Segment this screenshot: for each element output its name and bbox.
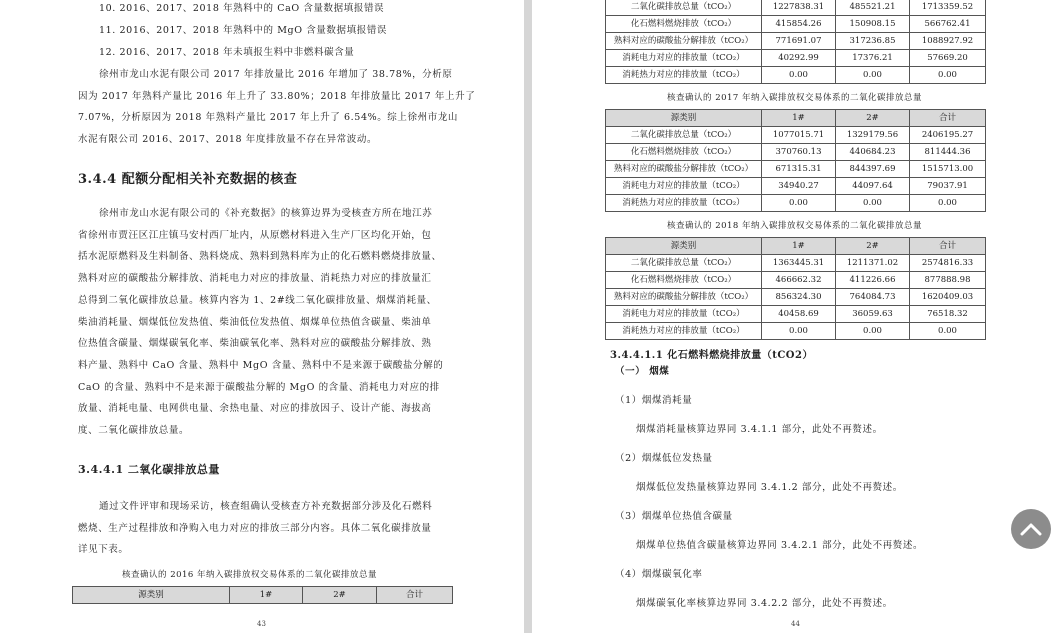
table-row xyxy=(606,16,986,33)
table-cell: 44097.64 xyxy=(836,178,910,195)
table-cell: 0.00 xyxy=(910,195,986,212)
table-header-cell: 源类别 xyxy=(606,238,762,255)
item-title: （4）烟煤碳氧化率 xyxy=(615,569,703,580)
table-row xyxy=(606,0,986,16)
table-row xyxy=(606,33,986,50)
table-cell: 79037.91 xyxy=(910,178,986,195)
table-row xyxy=(606,50,986,67)
table-cell: 2406195.27 xyxy=(910,127,986,144)
table-header-cell: 1# xyxy=(230,587,303,604)
table-cell: 1088927.92 xyxy=(910,33,986,50)
table-cell: 57669.20 xyxy=(910,50,986,67)
table-cell: 0.00 xyxy=(762,195,836,212)
page-gutter xyxy=(524,0,532,633)
table-cell: 1227838.31 xyxy=(762,0,836,16)
table-cell: 1363445.31 xyxy=(762,255,836,272)
subsection-heading: 3.4.4.1.1 化石燃料燃烧排放量（tCO2） xyxy=(610,350,813,361)
item-title: （2）烟煤低位发热量 xyxy=(615,453,713,464)
table-cell: 0.00 xyxy=(910,67,986,84)
table-row-label: 消耗热力对应的排放量（tCO₂） xyxy=(606,323,762,340)
table-row-label: 消耗热力对应的排放量（tCO₂） xyxy=(606,195,762,212)
paragraph-line: 通过文件评审和现场采访，核查组确认受核查方补充数据部分涉及化石燃料 xyxy=(99,501,433,512)
table-cell: 411226.66 xyxy=(836,272,910,289)
table-row-label: 熟料对应的碳酸盐分解排放（tCO₂） xyxy=(606,161,762,178)
table-header-cell: 1# xyxy=(762,238,836,255)
table-2016 xyxy=(72,586,453,604)
table-cell: 485521.21 xyxy=(836,0,910,16)
table-cell: 811444.36 xyxy=(910,144,986,161)
table-row-label: 消耗电力对应的排放量（tCO₂） xyxy=(606,178,762,195)
table-cell: 1620409.03 xyxy=(910,289,986,306)
table-cell: 34940.27 xyxy=(762,178,836,195)
table-cell: 1713359.52 xyxy=(910,0,986,16)
table-row xyxy=(606,127,986,144)
table-row xyxy=(606,67,986,84)
item-body: 烟煤低位发热量核算边界同 3.4.1.2 部分，此处不再赘述。 xyxy=(636,482,903,493)
table-cell: 2574816.33 xyxy=(910,255,986,272)
table-row-label: 消耗电力对应的排放量（tCO₂） xyxy=(606,50,762,67)
paragraph-line: 水泥有限公司 2016、2017、2018 年度排放量不存在异常波动。 xyxy=(78,134,378,145)
paragraph-line: 柴油消耗量、烟煤低位发热值、柴油低位发热值、烟煤单位热值含碳量、柴油单 xyxy=(78,317,432,328)
table-header-cell: 合计 xyxy=(377,587,453,604)
table-header-cell: 2# xyxy=(836,110,910,127)
table-row xyxy=(606,178,986,195)
table-row xyxy=(606,306,986,323)
table-cell: 466662.32 xyxy=(762,272,836,289)
item-body: 烟煤消耗量核算边界同 3.4.1.1 部分，此处不再赘述。 xyxy=(636,424,883,435)
table-header-cell: 合计 xyxy=(910,238,986,255)
paragraph-line: 总得到二氧化碳排放总量。核算内容为 1、2#线二氧化碳排放量、烟煤消耗量、 xyxy=(78,295,437,306)
table-cell: 317236.85 xyxy=(836,33,910,50)
table-cell: 1515713.00 xyxy=(910,161,986,178)
subheading: （一） 烟煤 xyxy=(615,366,670,377)
paragraph-line: 因为 2017 年熟料产量比 2016 年上升了 33.80%；2018 年排放量比 2017 年上升了 xyxy=(78,91,476,102)
subsection-heading: 3.4.4.1 二氧化碳排放总量 xyxy=(78,463,220,476)
table-row-label: 二氧化碳排放总量（tCO₂） xyxy=(606,255,762,272)
paragraph-line: 省徐州市贾汪区江庄镇马安村西厂址内，从原燃材料进入生产厂区均化开始，包 xyxy=(78,230,432,241)
table-header-cell: 2# xyxy=(836,238,910,255)
table-caption: 核查确认的 2016 年纳入碳排放权交易体系的二氧化碳排放总量 xyxy=(122,570,378,580)
table-header-cell: 源类别 xyxy=(606,110,762,127)
table-cell: 76518.32 xyxy=(910,306,986,323)
table-header-row xyxy=(606,238,986,255)
scroll-to-top-button[interactable] xyxy=(1011,509,1051,549)
paragraph-line: 7.07%，分析原因为 2018 年熟料产量比 2017 年上升了 6.54%。综上徐州市龙山 xyxy=(78,112,459,123)
paragraph-line: 详见下表。 xyxy=(78,544,129,555)
table-row xyxy=(606,323,986,340)
page-number: 43 xyxy=(257,620,266,628)
table-cell: 877888.98 xyxy=(910,272,986,289)
list-item: 10. 2016、2017、2018 年熟料中的 CaO 含量数据填报错误 xyxy=(99,3,385,14)
paragraph-line: 徐州市龙山水泥有限公司的《补充数据》的核算边界为受核查方所在地江苏 xyxy=(99,208,433,219)
table-row xyxy=(606,289,986,306)
table-cell: 150908.15 xyxy=(836,16,910,33)
table-cell: 0.00 xyxy=(910,323,986,340)
table-row-label: 消耗热力对应的排放量（tCO₂） xyxy=(606,67,762,84)
table-2018 xyxy=(605,237,986,340)
table-row-label: 化石燃料燃烧排放（tCO₂） xyxy=(606,144,762,161)
table-row-label: 消耗电力对应的排放量（tCO₂） xyxy=(606,306,762,323)
chevron-up-icon xyxy=(1020,522,1042,536)
table-cell: 0.00 xyxy=(836,195,910,212)
page-number: 44 xyxy=(791,620,800,628)
item-title: （1）烟煤消耗量 xyxy=(615,395,693,406)
paragraph-line: 括水泥原燃料及生料制备、熟料烧成、熟料到熟料库为止的化石燃料燃烧排放量、 xyxy=(78,251,442,262)
table-cell: 0.00 xyxy=(762,323,836,340)
table-cell: 36059.63 xyxy=(836,306,910,323)
table-cell: 0.00 xyxy=(762,67,836,84)
table-cell: 440684.23 xyxy=(836,144,910,161)
table-cell: 370760.13 xyxy=(762,144,836,161)
document-page-44 xyxy=(532,0,1057,633)
table-cell: 764084.73 xyxy=(836,289,910,306)
table-header-row xyxy=(73,587,453,604)
paragraph-line: CaO 的含量、熟料中不是来源于碳酸盐分解的 MgO 的含量、消耗电力对应的排 xyxy=(78,382,440,393)
paragraph-line: 徐州市龙山水泥有限公司 2017 年排放量比 2016 年增加了 38.78%，分析原 xyxy=(99,69,453,80)
table-cell: 0.00 xyxy=(836,323,910,340)
list-item: 11. 2016、2017、2018 年熟料中的 MgO 含量数据填报错误 xyxy=(99,25,388,36)
table-cell: 1329179.56 xyxy=(836,127,910,144)
paragraph-line: 放量、消耗电量、电网供电量、余热电量、对应的排放因子、设计产能、海拔高 xyxy=(78,403,432,414)
table-cell: 771691.07 xyxy=(762,33,836,50)
paragraph-line: 料产量、熟料中 CaO 含量、熟料中 MgO 含量、熟料中不是来源于碳酸盐分解的 xyxy=(78,360,444,371)
table-header-cell: 源类别 xyxy=(73,587,230,604)
table-row-label: 熟料对应的碳酸盐分解排放（tCO₂） xyxy=(606,33,762,50)
table-row xyxy=(606,195,986,212)
table-header-cell: 1# xyxy=(762,110,836,127)
table-row xyxy=(606,255,986,272)
table-cell: 40292.99 xyxy=(762,50,836,67)
item-body: 烟煤碳氧化率核算边界同 3.4.2.2 部分，此处不再赘述。 xyxy=(636,598,893,609)
table-header-cell: 2# xyxy=(303,587,377,604)
table-cell: 856324.30 xyxy=(762,289,836,306)
table-cell: 844397.69 xyxy=(836,161,910,178)
table-row-label: 化石燃料燃烧排放（tCO₂） xyxy=(606,272,762,289)
table-row-label: 二氧化碳排放总量（tCO₂） xyxy=(606,0,762,16)
paragraph-line: 熟料对应的碳酸盐分解排放、消耗电力对应的排放量、消耗热力对应的排放量汇 xyxy=(78,273,432,284)
table-caption: 核查确认的 2017 年纳入碳排放权交易体系的二氧化碳排放总量 xyxy=(667,93,923,103)
table-cell: 1077015.71 xyxy=(762,127,836,144)
item-title: （3）烟煤单位热值含碳量 xyxy=(615,511,733,522)
table-header-cell: 合计 xyxy=(910,110,986,127)
table-cell: 566762.41 xyxy=(910,16,986,33)
table-header-row xyxy=(606,110,986,127)
table-2016-continued xyxy=(605,0,986,84)
table-row xyxy=(606,161,986,178)
item-body: 烟煤单位热值含碳量核算边界同 3.4.2.1 部分，此处不再赘述。 xyxy=(636,540,924,551)
table-cell: 0.00 xyxy=(836,67,910,84)
document-page-43 xyxy=(0,0,524,633)
table-2017 xyxy=(605,109,986,212)
table-row xyxy=(606,144,986,161)
paragraph-line: 燃烧、生产过程排放和净购入电力对应的排放三部分内容。具体二氧化碳排放量 xyxy=(78,523,432,534)
table-row-label: 化石燃料燃烧排放（tCO₂） xyxy=(606,16,762,33)
list-item: 12. 2016、2017、2018 年未填报生料中非燃料碳含量 xyxy=(99,47,355,58)
table-row-label: 熟料对应的碳酸盐分解排放（tCO₂） xyxy=(606,289,762,306)
paragraph-line: 度、二氧化碳排放总量。 xyxy=(78,425,190,436)
table-cell: 415854.26 xyxy=(762,16,836,33)
paragraph-line: 位热值含碳量、烟煤碳氧化率、柴油碳氧化率、熟料对应的碳酸盐分解排放、熟 xyxy=(78,338,432,349)
table-row-label: 二氧化碳排放总量（tCO₂） xyxy=(606,127,762,144)
table-cell: 1211371.02 xyxy=(836,255,910,272)
table-caption: 核查确认的 2018 年纳入碳排放权交易体系的二氧化碳排放总量 xyxy=(667,221,923,231)
table-cell: 671315.31 xyxy=(762,161,836,178)
table-row xyxy=(606,272,986,289)
section-heading: 3.4.4 配额分配相关补充数据的核查 xyxy=(78,172,298,187)
table-cell: 40458.69 xyxy=(762,306,836,323)
table-cell: 17376.21 xyxy=(836,50,910,67)
